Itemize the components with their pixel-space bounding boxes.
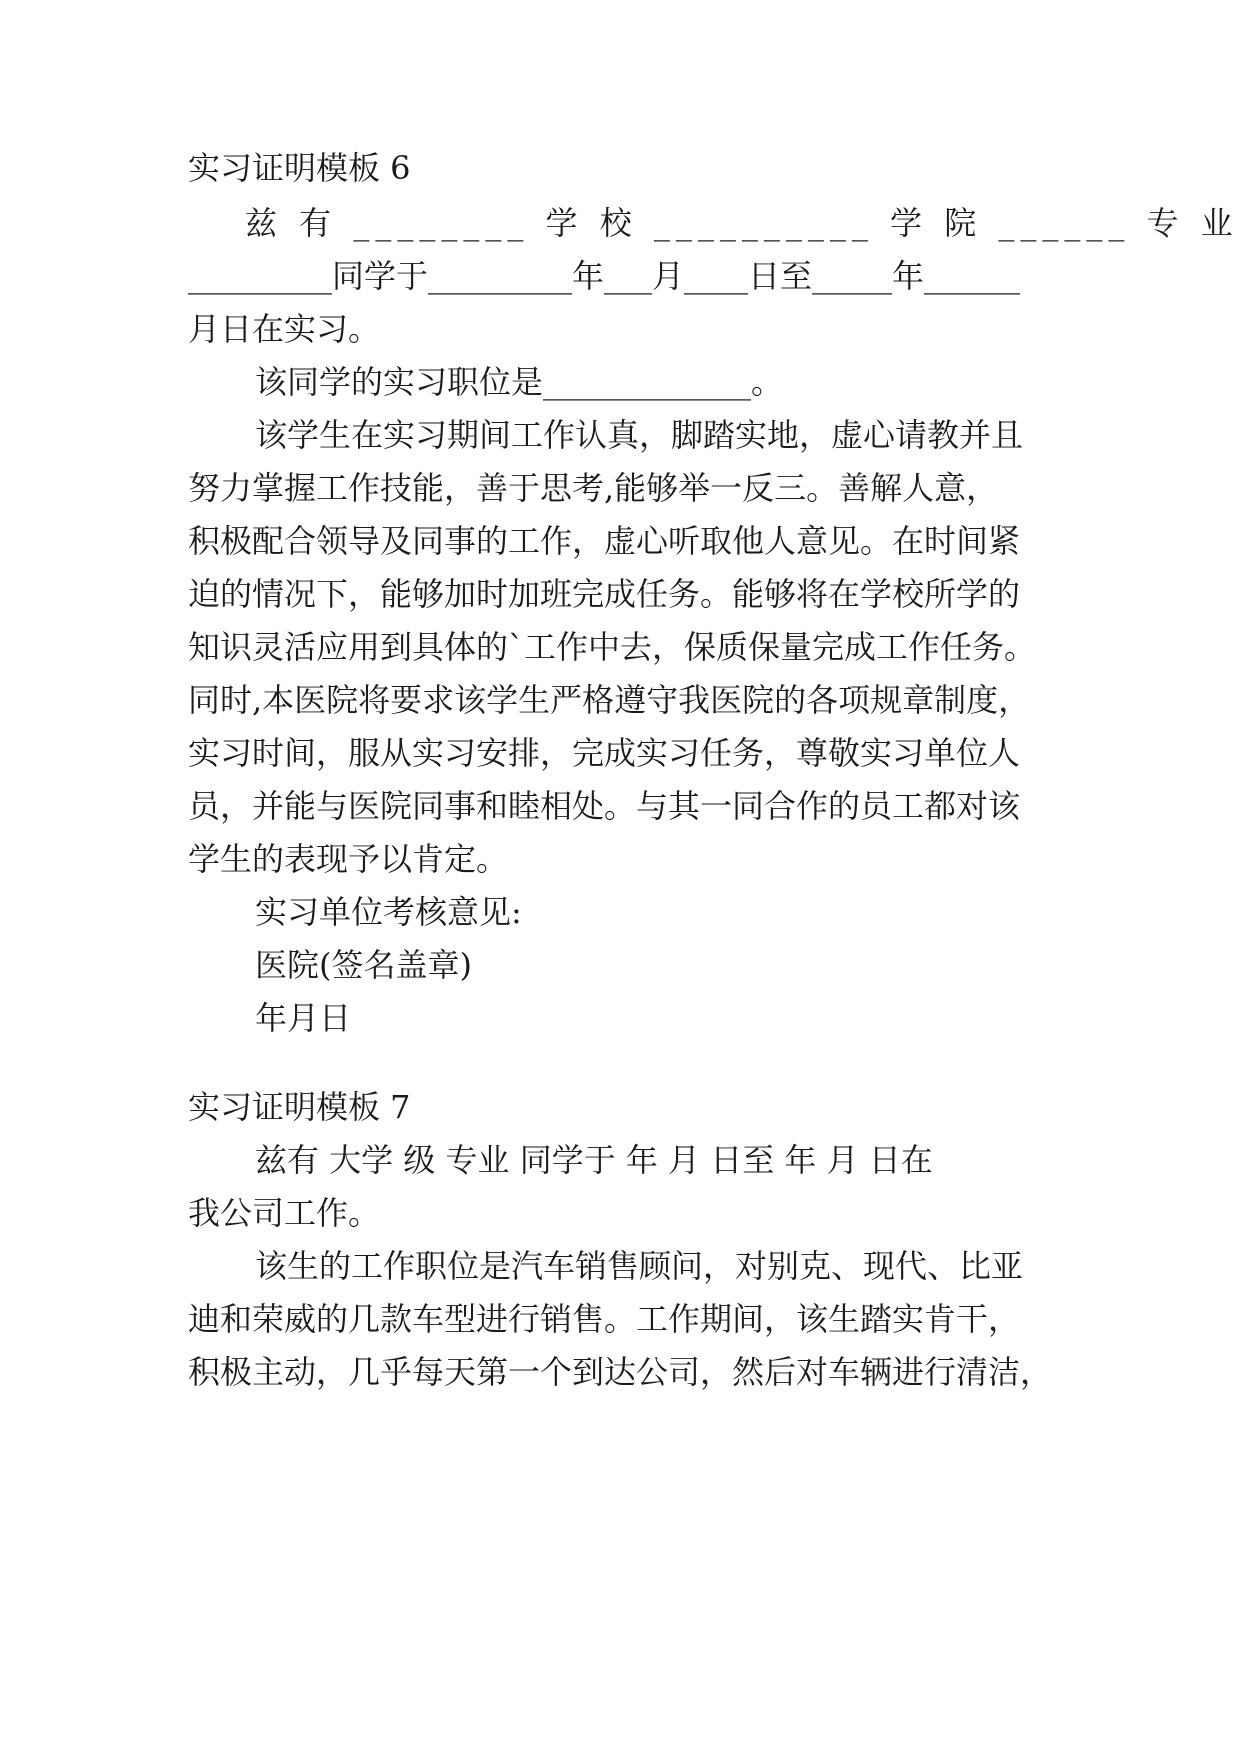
section6-position: 该同学的实习职位是_____________。 [255, 363, 784, 401]
section6-intro-line1: 兹 有 ________ 学 校 __________ 学 院 ______ 专 业 [245, 204, 1239, 242]
section6-assessment: 实习单位考核意见: [255, 893, 522, 931]
section6-body-line: 同时,本医院将要求该学生严格遵守我医院的各项规章制度， [188, 681, 1031, 719]
section6-signature: 医院(签名盖章) [255, 946, 472, 984]
section7-intro-line2: 我公司工作。 [188, 1194, 381, 1232]
section6-body-line: 知识灵活应用到具体的`工作中去，保质保量完成工作任务。 [188, 628, 1037, 666]
section6-body-line: 努力掌握工作技能，善于思考,能够举一反三。善解人意， [188, 469, 999, 507]
section7-title: 实习证明模板 7 [188, 1088, 411, 1126]
section7-body-line: 积极主动，几乎每天第一个到达公司，然后对车辆进行清洁， [188, 1353, 1053, 1391]
section6-intro-line2: _________同学于_________年___月____日至_____年______ [188, 257, 1021, 295]
section6-date: 年月日 [255, 999, 352, 1037]
section6-body-line: 迫的情况下，能够加时加班完成任务。能够将在学校所学的 [188, 575, 1021, 613]
section6-body-line: 积极配合领导及同事的工作，虚心听取他人意见。在时间紧 [188, 522, 1021, 560]
section6-body-line: 员，并能与医院同事和睦相处。与其一同合作的员工都对该 [188, 787, 1021, 825]
section6-body-line: 该学生在实习期间工作认真，脚踏实地，虚心请教并且 [255, 416, 1024, 454]
section6-body-line: 学生的表现予以肯定。 [188, 840, 509, 878]
section7-intro-line1: 兹有 大学 级 专业 同学于 年 月 日至 年 月 日在 [255, 1141, 933, 1179]
section7-body-line: 该生的工作职位是汽车销售顾问，对别克、现代、比亚 [255, 1247, 1024, 1285]
section6-intro-line3: 月日在实习。 [188, 310, 381, 348]
section6-title: 实习证明模板 6 [188, 149, 411, 187]
section6-body-line: 实习时间，服从实习安排，完成实习任务，尊敬实习单位人 [188, 734, 1021, 772]
section7-body-line: 迪和荣威的几款车型进行销售。工作期间，该生踏实肯干， [188, 1300, 1021, 1338]
